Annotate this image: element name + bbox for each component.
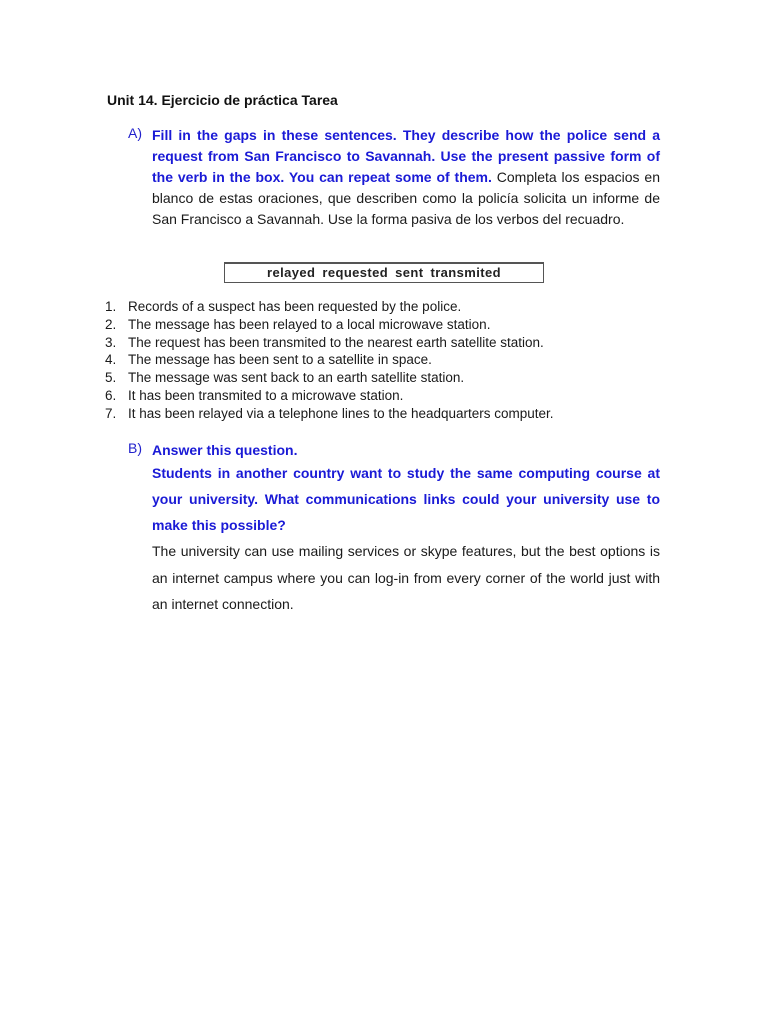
answer-number: 6.	[105, 387, 117, 403]
answer-number: 3.	[105, 334, 117, 350]
answer-text: The request has been transmited to the nearest earth satellite station.	[128, 334, 544, 350]
answer-text: Records of a suspect has been requested by the police.	[128, 299, 462, 314]
answer-item	[105, 387, 685, 405]
section-b-question: Students in another country want to study the same computing course at your university. What communications links could your university use to make this possible?	[152, 465, 660, 533]
answer-item	[105, 369, 685, 387]
answer-number: 2.	[105, 316, 117, 332]
answer-number: 7.	[105, 405, 117, 421]
section-a-marker: A)	[128, 125, 142, 141]
answer-text: The message has been relayed to a local microwave station.	[128, 316, 491, 332]
answer-number: 5.	[105, 370, 117, 386]
answer-item	[105, 298, 685, 316]
answer-item	[105, 334, 685, 352]
section-a	[128, 125, 662, 230]
answer-text: It has been transmited to a microwave station.	[128, 387, 404, 403]
page-title: Unit 14. Ejercicio de práctica Tarea	[107, 92, 338, 108]
answer-number: 1.	[105, 299, 117, 314]
section-b	[128, 440, 662, 618]
answer-number: 4.	[105, 352, 117, 368]
answer-text: It has been relayed via a telephone lines to the headquarters computer.	[128, 405, 554, 421]
answer-text: The message has been sent to a satellite in space.	[128, 352, 432, 368]
section-b-heading: Answer this question.	[152, 442, 298, 458]
section-b-answer: The university can use mailing services or skype features, but the best options is an internet campus where you can log-in from every corner of the world just with an internet connection.	[152, 543, 660, 612]
verb-word-box: relayed requested sent transmited	[224, 262, 544, 283]
instruction-spanish: Completa los espacios en blanco de estas oraciones, que describen como la policía solicita un informe de San Francisco a Savannah. Use la forma pasiva de los verbos del recuadro.	[152, 169, 661, 227]
answer-item	[105, 316, 685, 334]
section-a-instructions	[152, 125, 660, 230]
answer-item	[105, 405, 685, 423]
answer-list	[105, 298, 685, 423]
instruction-english: Fill in the gaps in these sentences. They describe how the police send a request from San Francisco to Savannah. Use the present passive form of the verb in the box. You can repeat some of them.	[152, 127, 660, 185]
answer-item	[105, 351, 685, 369]
answer-text: The message was sent back to an earth satellite station.	[128, 370, 465, 386]
section-b-marker: B)	[128, 440, 142, 456]
